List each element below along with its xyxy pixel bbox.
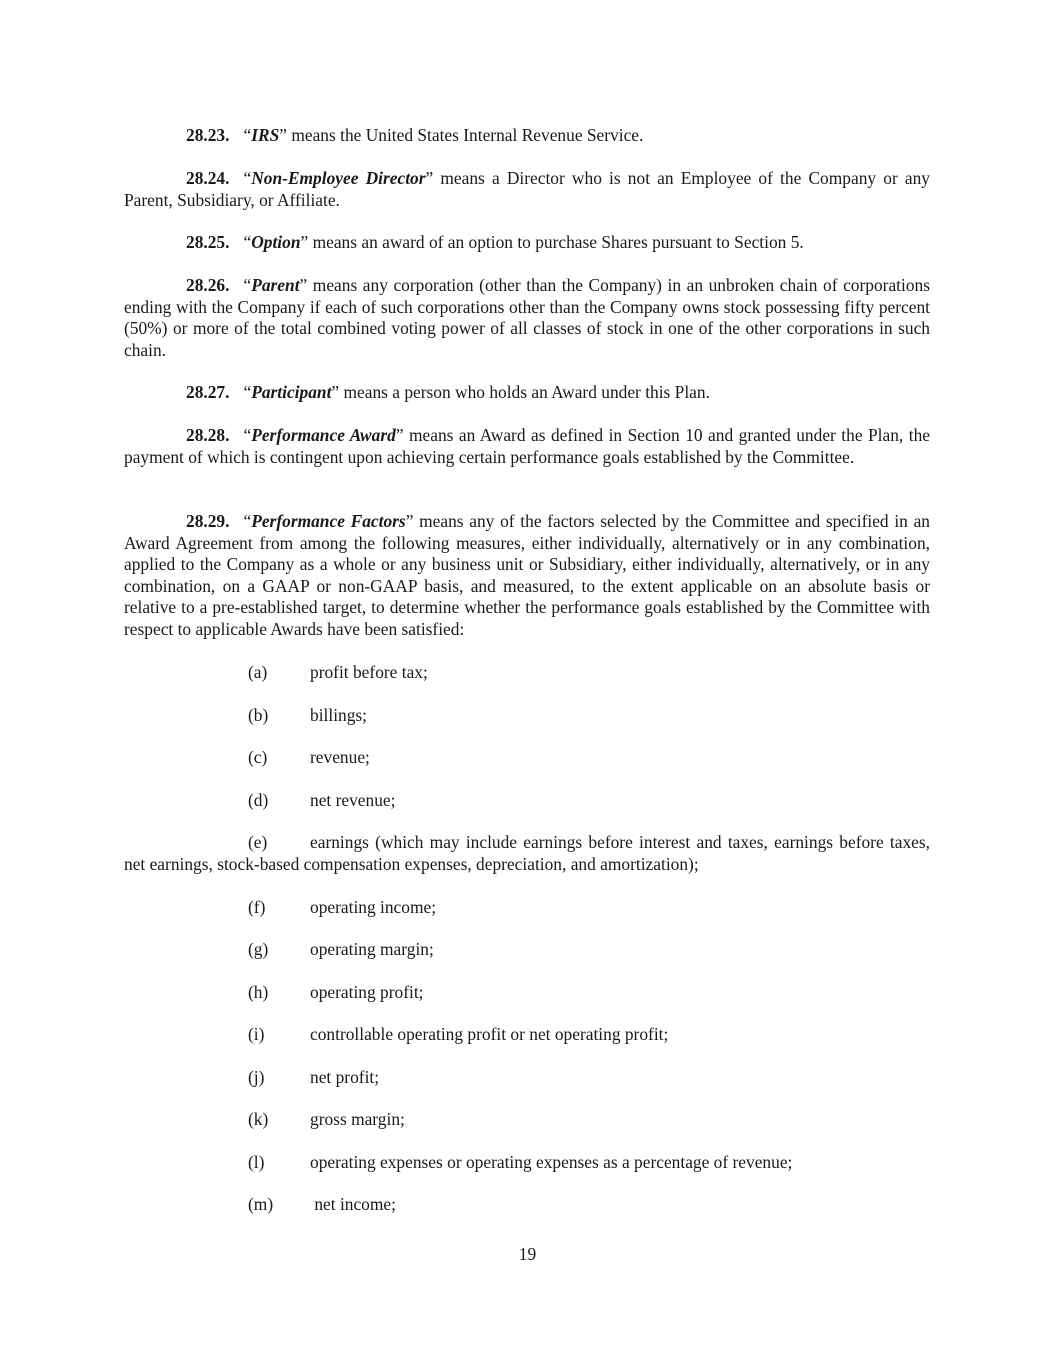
factor-item-k bbox=[248, 1109, 930, 1131]
factor-text: revenue; bbox=[310, 747, 370, 767]
factor-label: (g) bbox=[248, 939, 269, 959]
defined-term: Parent bbox=[251, 275, 300, 295]
factor-text: controllable operating profit or net operating profit; bbox=[310, 1024, 669, 1044]
factor-text: gross margin; bbox=[310, 1109, 405, 1129]
section-28-26 bbox=[124, 275, 930, 361]
open-quote: “ bbox=[243, 511, 252, 531]
factor-text: operating income; bbox=[310, 897, 437, 917]
factor-text: net revenue; bbox=[310, 790, 396, 810]
definition-text: ” means an Award as defined in Section 10 and granted under the Plan, the payment of which is contingent upon achieving certain performance goals established by the Committee. bbox=[124, 425, 930, 467]
section-28-25 bbox=[124, 232, 930, 254]
defined-term: Option bbox=[251, 232, 301, 252]
factor-label: (b) bbox=[248, 705, 269, 725]
definition-text: ” means the United States Internal Revenue Service. bbox=[279, 125, 644, 145]
definition-text: ” means any of the factors selected by the Committee and specified in an Award Agreement from among the following measures, either individually, alternatively or in any combination, applied to the Company as a whole or any business unit or Subsidiary, either individually, alternatively, or in any combination, on a GAAP or non-GAAP basis, and measured, to the extent applicable on an absolute basis or relative to a pre-established target, to determine whether the performance goals established by the Committee with respect to applicable Awards have been satisfied: bbox=[124, 511, 930, 639]
factor-text: operating expenses or operating expenses as a percentage of revenue; bbox=[310, 1152, 793, 1172]
factor-item-g bbox=[248, 939, 930, 961]
factor-item-d bbox=[248, 790, 930, 812]
factor-text: net income; bbox=[310, 1194, 396, 1214]
factor-item-l bbox=[248, 1152, 930, 1174]
factor-item-a bbox=[248, 662, 930, 684]
section-number: 28.26. bbox=[186, 275, 230, 295]
factor-label: (j) bbox=[248, 1067, 265, 1087]
definition-text: ” means an award of an option to purchase Shares pursuant to Section 5. bbox=[300, 232, 804, 252]
section-28-24 bbox=[124, 168, 930, 211]
defined-term: IRS bbox=[251, 125, 280, 145]
definition-text: ” means any corporation (other than the Company) in an unbroken chain of corporations ending with the Company if each of such corporations other than the Company owns stock possessing fifty percent (50%) or more of the total combined voting power of all classes of stock in one of the other corporations in such chain. bbox=[124, 275, 930, 360]
defined-term: Non-Employee Director bbox=[251, 168, 426, 188]
factor-label: (l) bbox=[248, 1152, 265, 1172]
factor-label: (h) bbox=[248, 982, 269, 1002]
defined-term: Performance Award bbox=[251, 425, 396, 445]
definition-text: ” means a person who holds an Award under this Plan. bbox=[331, 382, 710, 402]
section-number: 28.24. bbox=[186, 168, 230, 188]
factor-label: (i) bbox=[248, 1024, 265, 1044]
defined-term: Performance Factors bbox=[251, 511, 406, 531]
factor-item-i bbox=[248, 1024, 930, 1046]
factor-label: (k) bbox=[248, 1109, 269, 1129]
open-quote: “ bbox=[243, 425, 252, 445]
open-quote: “ bbox=[243, 125, 252, 145]
factor-label: (f) bbox=[248, 897, 266, 917]
section-28-23 bbox=[124, 125, 930, 147]
defined-term: Participant bbox=[251, 382, 332, 402]
open-quote: “ bbox=[243, 232, 252, 252]
open-quote: “ bbox=[243, 275, 252, 295]
open-quote: “ bbox=[243, 168, 252, 188]
factor-text: earnings (which may include earnings before interest and taxes, earnings before taxes, net earnings, stock-based compensation expenses, depreciation, and amortization); bbox=[124, 832, 930, 874]
factor-item-e bbox=[124, 832, 930, 875]
section-number: 28.23. bbox=[186, 125, 230, 145]
factor-text: net profit; bbox=[310, 1067, 380, 1087]
section-28-27 bbox=[124, 382, 930, 404]
open-quote: “ bbox=[243, 382, 252, 402]
factor-item-c bbox=[248, 747, 930, 769]
factor-label: (d) bbox=[248, 790, 269, 810]
factor-label: (a) bbox=[248, 662, 268, 682]
factor-text: profit before tax; bbox=[310, 662, 428, 682]
factor-label: (e) bbox=[248, 832, 268, 852]
factor-item-b bbox=[248, 705, 930, 727]
section-28-29 bbox=[124, 511, 930, 641]
definition-text: ” means a Director who is not an Employee of the Company or any Parent, Subsidiary, or Affiliate. bbox=[124, 168, 931, 210]
factor-label: (m) bbox=[248, 1194, 274, 1214]
section-28-28 bbox=[124, 425, 930, 468]
factor-label: (c) bbox=[248, 747, 268, 767]
factor-text: billings; bbox=[310, 705, 368, 725]
factor-item-f bbox=[248, 897, 930, 919]
section-number: 28.29. bbox=[186, 511, 230, 531]
section-number: 28.28. bbox=[186, 425, 230, 445]
factor-item-m bbox=[248, 1194, 930, 1216]
factor-item-h bbox=[248, 982, 930, 1004]
factor-text: operating margin; bbox=[310, 939, 434, 959]
factor-item-j bbox=[248, 1067, 930, 1089]
section-number: 28.27. bbox=[186, 382, 230, 402]
factor-text: operating profit; bbox=[310, 982, 424, 1002]
page-number: 19 bbox=[518, 1244, 537, 1264]
section-number: 28.25. bbox=[186, 232, 230, 252]
